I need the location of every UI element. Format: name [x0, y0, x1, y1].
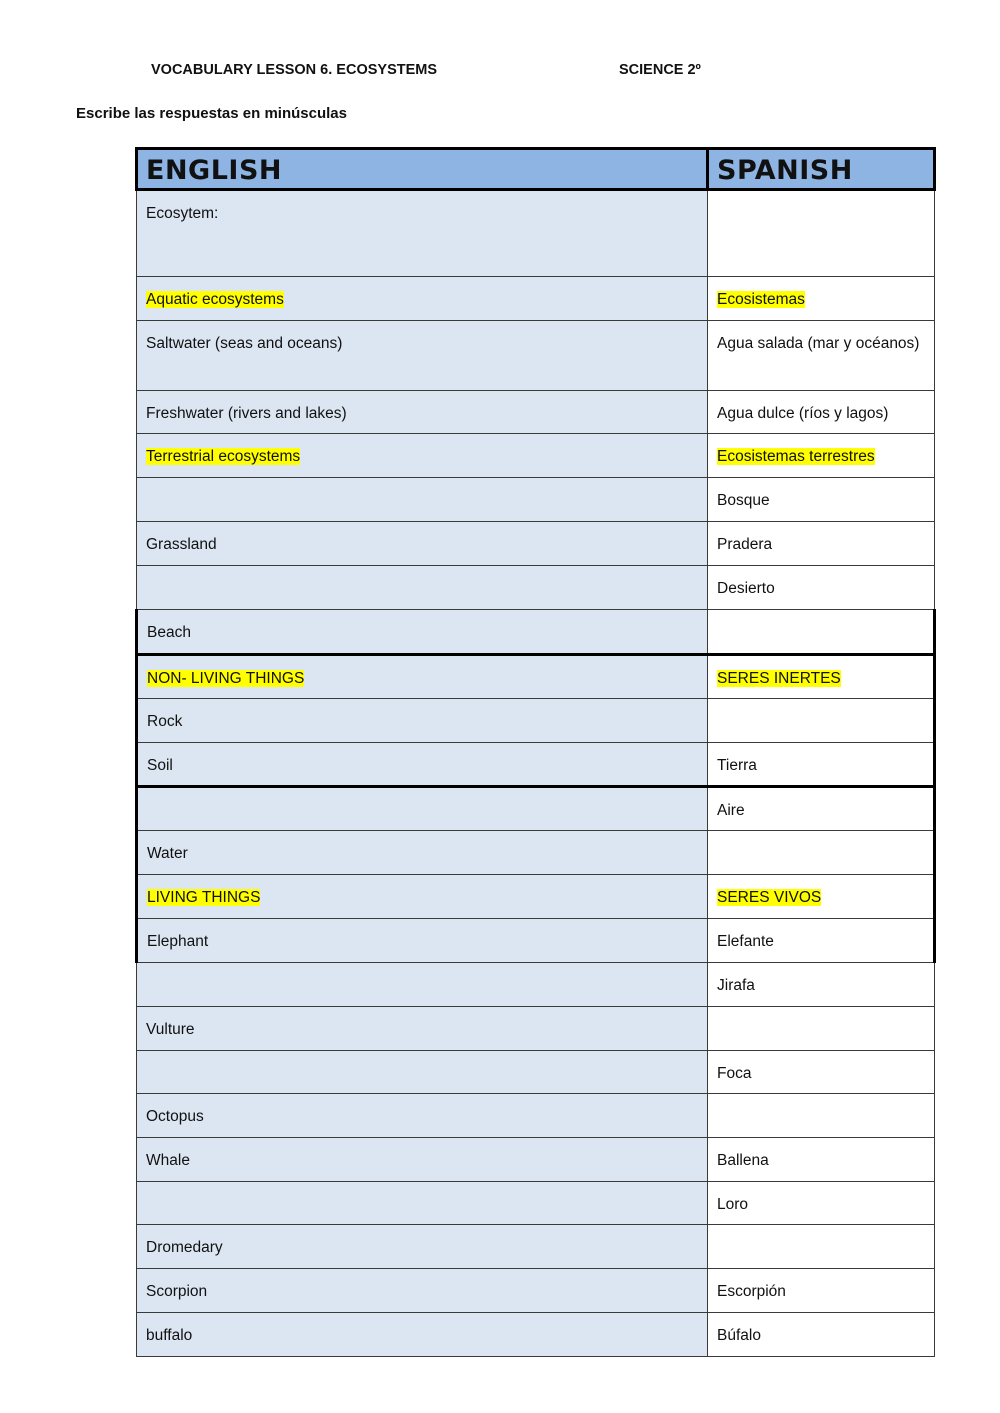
english-cell — [137, 566, 708, 610]
english-term: Rock — [147, 713, 183, 730]
spanish-term: SERES VIVOS — [717, 889, 822, 906]
table-row — [137, 1269, 935, 1313]
english-term: Aquatic ecosystems — [146, 291, 284, 308]
table-row — [137, 787, 935, 831]
table-row — [137, 1094, 935, 1138]
spanish-cell — [708, 391, 935, 434]
spanish-term: Ecosistemas terrestres — [717, 448, 875, 465]
spanish-term: Loro — [717, 1196, 749, 1213]
spanish-cell — [708, 1007, 935, 1051]
spanish-cell — [708, 1225, 935, 1269]
spanish-cell — [708, 1138, 935, 1182]
english-cell — [137, 610, 708, 655]
english-term: Terrestrial ecosystems — [146, 448, 301, 465]
english-cell — [137, 919, 708, 963]
english-cell — [137, 1313, 708, 1357]
english-term: Whale — [146, 1152, 190, 1169]
english-cell — [137, 787, 708, 831]
english-cell — [137, 478, 708, 522]
english-cell — [137, 699, 708, 743]
table-row — [137, 434, 935, 478]
english-cell — [137, 434, 708, 478]
spanish-cell — [708, 963, 935, 1007]
english-term: Soil — [147, 757, 173, 774]
english-cell — [137, 875, 708, 919]
english-cell — [137, 190, 708, 277]
table-row — [137, 522, 935, 566]
spanish-term: Ballena — [717, 1152, 769, 1169]
english-term: Ecosytem: — [146, 205, 219, 222]
worksheet-title: VOCABULARY LESSON 6. ECOSYSTEMS — [151, 62, 438, 78]
spanish-cell — [708, 478, 935, 522]
english-term: Dromedary — [146, 1239, 223, 1256]
table-row — [137, 1051, 935, 1094]
table-row — [137, 610, 935, 655]
english-cell — [137, 1007, 708, 1051]
spanish-cell — [708, 831, 935, 875]
table-row — [137, 1007, 935, 1051]
spanish-cell — [708, 919, 935, 963]
spanish-term: Ecosistemas — [717, 291, 805, 308]
english-cell — [137, 277, 708, 321]
spanish-term: Agua salada (mar y océanos) — [717, 335, 920, 352]
spanish-cell — [708, 1051, 935, 1094]
spanish-term: Tierra — [717, 757, 757, 774]
table-row — [137, 277, 935, 321]
table-header-row — [137, 149, 935, 190]
table-row — [137, 743, 935, 787]
spanish-cell — [708, 566, 935, 610]
instructions-text: Escribe las respuestas en minúsculas — [76, 105, 347, 122]
spanish-cell — [708, 1269, 935, 1313]
table-row — [137, 478, 935, 522]
table-row — [137, 1225, 935, 1269]
spanish-cell — [708, 522, 935, 566]
english-term: Beach — [147, 624, 191, 641]
spanish-term: Búfalo — [717, 1327, 761, 1344]
spanish-term: SERES INERTES — [717, 670, 841, 687]
english-term: Freshwater (rivers and lakes) — [146, 405, 347, 422]
spanish-cell — [708, 277, 935, 321]
spanish-term: Elefante — [717, 933, 774, 950]
spanish-cell — [708, 1094, 935, 1138]
english-cell — [137, 1269, 708, 1313]
table-row — [137, 190, 935, 277]
english-term: Scorpion — [146, 1283, 208, 1300]
english-cell — [137, 1225, 708, 1269]
table-row — [137, 391, 935, 434]
table-row — [137, 321, 935, 391]
english-term: buffalo — [146, 1327, 193, 1344]
english-cell — [137, 963, 708, 1007]
table-row — [137, 875, 935, 919]
spanish-cell — [708, 875, 935, 919]
english-cell — [137, 391, 708, 434]
english-cell — [137, 743, 708, 787]
spanish-term: Escorpión — [717, 1283, 786, 1300]
spanish-term: Pradera — [717, 536, 773, 553]
english-term: Water — [147, 845, 188, 862]
english-cell — [137, 1182, 708, 1225]
spanish-term: Aire — [717, 802, 745, 819]
english-cell — [137, 1051, 708, 1094]
vocabulary-rows — [137, 190, 935, 1357]
table-row — [137, 1313, 935, 1357]
spanish-cell — [708, 655, 935, 699]
spanish-term: Agua dulce (ríos y lagos) — [717, 405, 889, 422]
spanish-cell — [708, 699, 935, 743]
spanish-cell — [708, 321, 935, 391]
english-term: Elephant — [147, 933, 209, 950]
spanish-term: Bosque — [717, 492, 770, 509]
spanish-cell — [708, 1182, 935, 1225]
english-term: NON- LIVING THINGS — [147, 670, 305, 687]
spanish-term: Desierto — [717, 580, 775, 597]
spanish-column-header: SPANISH — [708, 149, 935, 190]
english-term: Saltwater (seas and oceans) — [146, 335, 343, 352]
table-row — [137, 655, 935, 699]
spanish-cell — [708, 610, 935, 655]
english-term: Grassland — [146, 536, 217, 553]
english-cell — [137, 321, 708, 391]
subject-label: SCIENCE 2º — [619, 62, 701, 78]
spanish-cell — [708, 1313, 935, 1357]
english-term: Vulture — [146, 1021, 195, 1038]
vocabulary-table — [135, 147, 936, 1357]
table-row — [137, 963, 935, 1007]
spanish-cell — [708, 743, 935, 787]
english-term: Octopus — [146, 1108, 204, 1125]
spanish-cell — [708, 190, 935, 277]
table-row — [137, 699, 935, 743]
english-column-header: ENGLISH — [137, 149, 708, 190]
english-cell — [137, 831, 708, 875]
spanish-term: Foca — [717, 1065, 752, 1082]
spanish-term: Jirafa — [717, 977, 755, 994]
table-row — [137, 1182, 935, 1225]
spanish-cell — [708, 434, 935, 478]
table-row — [137, 919, 935, 963]
table-row — [137, 566, 935, 610]
english-cell — [137, 1094, 708, 1138]
table-row — [137, 1138, 935, 1182]
english-cell — [137, 1138, 708, 1182]
spanish-cell — [708, 787, 935, 831]
english-term: LIVING THINGS — [147, 889, 261, 906]
table-row — [137, 831, 935, 875]
english-cell — [137, 655, 708, 699]
english-cell — [137, 522, 708, 566]
